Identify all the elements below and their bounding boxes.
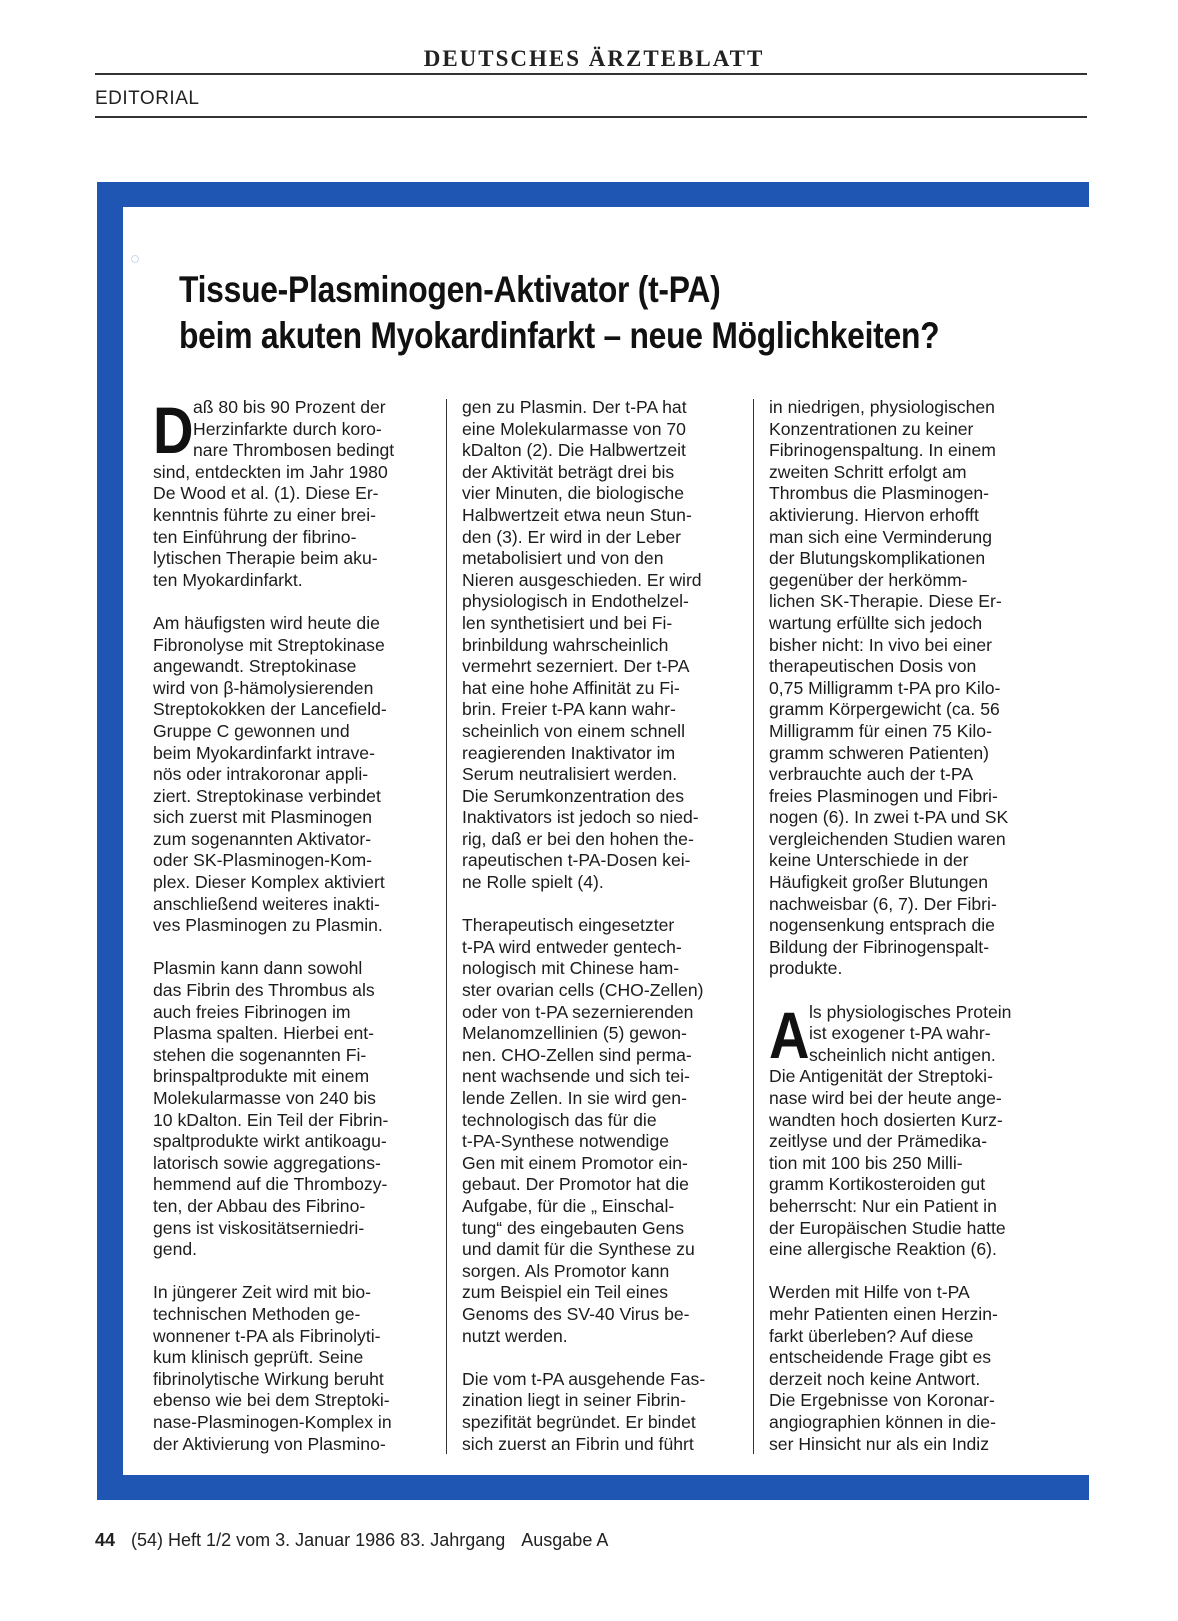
text-line: auch freies Fibrinogen im [153,1001,351,1022]
text-line: ziert. Streptokinase verbindet [153,785,381,806]
text-line: Plasma spalten. Hierbei ent- [153,1023,375,1044]
drop-cap: A [769,997,810,1072]
text-line: produkte. [769,958,843,979]
text-line: Serum neutralisiert werden. [462,764,678,785]
text-line: Inaktivators ist jedoch so nied- [462,807,699,828]
text-line: aktivierung. Hiervon erhofft [769,504,979,525]
text-line: nase wird bei der heute ange- [769,1088,1002,1108]
text-line: angiographien können in die- [769,1411,996,1432]
text-line: nachweisbar (6, 7). Der Fibri- [769,893,997,914]
text-line: Am häufigsten wird heute die [153,612,380,633]
text-line: Genoms des SV-40 Virus be- [462,1303,690,1324]
text-line: den (3). Er wird in der Leber [462,526,682,547]
text-line: therapeutischen Dosis von [769,656,977,677]
text-line: Fibrinogenspaltung. In einem [769,440,996,461]
text-line: vergleichenden Studien waren [769,828,1006,849]
text-line: wird von β-hämolysierenden [153,677,374,698]
text-line: plex. Dieser Komplex aktiviert [153,872,385,893]
text-line: Plasmin kann dann sowohl [153,958,363,979]
edition-label: Ausgabe A [521,1530,609,1550]
text-line: der Blutungskomplikationen [769,548,986,569]
text-line: Melanomzellinien (5) gewon- [462,1023,687,1044]
text-line: ser Hinsicht nur als ein Indiz [769,1433,990,1454]
text-line: Fibronolyse mit Streptokinase [153,634,385,655]
text-line: gramm Kortikosteroiden gut [769,1174,986,1195]
column-divider-1 [446,399,447,1454]
masthead-title: DEUTSCHES ÄRZTEBLATT [423,46,765,71]
text-line: lende Zellen. In sie wird gen- [462,1088,687,1108]
masthead [0,46,1178,72]
text-line: beherrscht: Nur ein Patient in [769,1195,997,1216]
text-line: kenntnis führte zu einer brei- [153,504,376,525]
text-line: De Wood et al. (1). Diese Er- [153,483,379,504]
page-number: 44 [95,1530,116,1550]
text-line: spaltprodukte wirkt antikoagu- [153,1131,387,1152]
text-line: zination liegt in seiner Fibrin- [462,1390,686,1411]
paragraph [153,613,431,937]
text-line: nös oder intrakoronar appli- [153,764,369,785]
punch-mark-icon [131,255,139,263]
text-line: Nieren ausgeschieden. Er wird [462,569,702,590]
text-line: Werden mit Hilfe von t-PA [769,1282,970,1303]
paragraph [462,397,740,894]
text-line: derzeit noch keine Antwort. [769,1368,981,1389]
text-line: gebaut. Der Promotor hat die [462,1174,689,1195]
headline-line-1: Tissue-Plasminogen-Aktivator (t-PA) [179,269,721,310]
text-line: ten Einführung der fibrino- [153,526,357,547]
text-line: Therapeutisch eingesetzter [462,915,675,936]
text-line: verbrauchte auch der t-PA [769,764,974,785]
text-line: zweiten Schritt erfolgt am [769,461,967,482]
text-line: Konzentrationen zu keiner [769,418,974,439]
text-line: len synthetisiert und bei Fi- [462,612,673,633]
text-line: scheinlich von einem schnell [462,720,685,741]
text-line: sich zuerst mit Plasminogen [153,807,373,828]
text-line: und damit für die Synthese zu [462,1239,695,1260]
text-line: t-PA-Synthese notwendige [462,1131,670,1152]
text-line: ist exogener t-PA wahr- [809,1023,991,1044]
text-line: tung“ des eingebauten Gens [462,1217,685,1238]
text-line: farkt überleben? Auf diese [769,1325,974,1346]
paragraph [769,397,1047,980]
headline [179,267,953,359]
text-line: gramm schweren Patienten) [769,742,990,763]
text-line: anschließend weiteres inakti- [153,893,380,914]
text-line: Die Antigenität der Streptoki- [769,1066,993,1087]
text-line: Die vom t-PA ausgehende Fas- [462,1368,706,1389]
text-line: 0,75 Milligramm t-PA pro Kilo- [769,677,1001,698]
text-line: kDalton (2). Die Halbwertzeit [462,440,686,461]
text-line: brinspaltprodukte mit einem [153,1066,370,1087]
section-rule [95,116,1087,118]
text-line: oder von t-PA sezernierenden [462,1001,694,1022]
masthead-rule [95,73,1087,75]
text-line: gramm Körpergewicht (ca. 56 [769,699,1000,720]
text-line: wonnener t-PA als Fibrinolyti- [153,1325,381,1346]
text-line: ten, der Abbau des Fibrino- [153,1195,366,1216]
text-line: stehen die sogenannten Fi- [153,1044,367,1065]
text-line: entscheidende Frage gibt es [769,1347,992,1368]
text-line: der Europäischen Studie hatte [769,1217,1006,1238]
text-line: rig, daß er bei den hohen the- [462,828,694,849]
text-line: gegenüber der herkömm- [769,569,968,590]
text-line: mehr Patienten einen Herzin- [769,1303,998,1324]
text-line: nutzt werden. [462,1325,568,1346]
text-line: 10 kDalton. Ein Teil der Fibrin- [153,1109,389,1130]
text-line: Aufgabe, für die „ Einschal- [462,1195,675,1216]
text-line: der Aktivierung von Plasmino- [153,1433,386,1454]
text-line: zum sogenannten Aktivator- [153,828,372,849]
text-line: gen zu Plasmin. Der t-PA hat [462,397,687,417]
text-line: In jüngerer Zeit wird mit bio- [153,1282,372,1303]
text-line: aß 80 bis 90 Prozent der [193,397,386,417]
text-line: sich zuerst an Fibrin und führt [462,1433,694,1454]
text-line: brin. Freier t-PA kann wahr- [462,699,676,720]
text-line: gend. [153,1239,198,1260]
text-line: freies Plasminogen und Fibri- [769,785,998,806]
text-line: sorgen. Als Promotor kann [462,1260,670,1281]
text-line: nent wachsende und sich tei- [462,1066,690,1087]
text-line: sind, entdeckten im Jahr 1980 [153,461,388,482]
text-line: keine Unterschiede in der [769,850,969,871]
text-line: ster ovarian cells (CHO-Zellen) [462,980,704,1001]
paragraph [769,1282,1047,1455]
text-line: lichen SK-Therapie. Diese Er- [769,591,1002,612]
text-line: Herzinfarkte durch koro- [193,418,382,439]
text-line: zeitlyse und der Prämedika- [769,1131,988,1152]
text-line: lytischen Therapie beim aku- [153,548,378,569]
text-line: nogen (6). In zwei t-PA und SK [769,807,1009,828]
article-frame [97,182,1089,1500]
text-line: Häufigkeit großer Blutungen [769,872,989,893]
column-1 [153,393,431,1477]
text-line: angewandt. Streptokinase [153,656,357,677]
text-line: nogensenkung entsprach die [769,915,995,936]
text-line: brinbildung wahrscheinlich [462,634,669,655]
text-line: wartung erfüllte sich jedoch [769,612,983,633]
text-line: technologisch das für die [462,1109,657,1130]
article-body [123,207,1089,1475]
text-line: eine allergische Reaktion (6). [769,1239,997,1260]
text-line: beim Myokardinfarkt intrave- [153,742,375,763]
text-line: hemmend auf die Thrombozy- [153,1174,388,1195]
text-line: Milligramm für einen 75 Kilo- [769,720,992,741]
text-line: tion mit 100 bis 250 Milli- [769,1152,963,1173]
page-footer [95,1530,608,1551]
drop-cap: D [153,393,194,467]
text-line: Thrombus die Plasminogen- [769,483,990,504]
text-line: Halbwertzeit etwa neun Stun- [462,504,692,525]
text-line: das Fibrin des Thrombus als [153,980,375,1001]
text-line: Molekularmasse von 240 bis [153,1088,376,1108]
text-line: ten Myokardinfarkt. [153,569,303,590]
text-line: zum Beispiel ein Teil eines [462,1282,669,1303]
text-line: Die Ergebnisse von Koronar- [769,1390,995,1411]
text-line: eine Molekularmasse von 70 [462,418,686,439]
text-line: reagierenden Inaktivator im [462,742,676,763]
text-line: ne Rolle spielt (4). [462,872,604,893]
text-line: nologisch mit Chinese ham- [462,958,680,979]
column-divider-2 [753,399,754,1454]
text-line: physiologisch in Endothelzel- [462,591,689,612]
issue-info: (54) Heft 1/2 vom 3. Januar 1986 83. Jahrgang [131,1530,506,1550]
text-line: metabolisiert und von den [462,548,664,569]
text-line: ls physiologisches Protein [809,1001,1012,1022]
paragraph [462,1369,740,1455]
text-line: Die Serumkonzentration des [462,785,684,806]
column-2 [462,397,740,1477]
headline-line-2: beim akuten Myokardinfarkt – neue Möglichkeiten? [179,315,940,356]
text-line: spezifität begründet. Er bindet [462,1411,696,1432]
text-line: kum klinisch geprüft. Seine [153,1347,364,1368]
paragraph [462,915,740,1347]
text-line: vier Minuten, die biologische [462,483,685,504]
text-line: rapeutischen t-PA-Dosen kei- [462,850,691,871]
text-line: ves Plasminogen zu Plasmin. [153,915,383,936]
text-line: Streptokokken der Lancefield- [153,699,387,720]
text-line: in niedrigen, physiologischen [769,397,995,417]
paragraph [769,997,1047,1261]
text-line: ebenso wie bei dem Streptoki- [153,1390,390,1411]
paragraph [153,393,431,591]
column-3 [769,397,1047,1477]
text-line: Bildung der Fibrinogenspalt- [769,936,990,957]
text-line: wandten hoch dosierten Kurz- [769,1109,1003,1130]
text-line: fibrinolytische Wirkung beruht [153,1368,384,1389]
paragraph [153,958,431,1260]
text-line: hat eine hohe Affinität zu Fi- [462,677,680,698]
text-line: man sich eine Verminderung [769,526,992,547]
text-line: t-PA wird entweder gentech- [462,936,682,957]
text-line: latorisch sowie aggregations- [153,1152,381,1173]
text-line: oder SK-Plasminogen-Kom- [153,850,373,871]
text-line: nase-Plasminogen-Komplex in [153,1411,392,1432]
text-line: Gruppe C gewonnen und [153,720,350,741]
text-line: nare Thrombosen bedingt [193,440,395,461]
text-line: Gen mit einem Promotor ein- [462,1152,688,1173]
text-line: scheinlich nicht antigen. [809,1044,996,1065]
text-line: gens ist viskositätserniedri- [153,1217,365,1238]
text-line: bisher nicht: In vivo bei einer [769,634,992,655]
text-line: vermehrt sezerniert. Der t-PA [462,656,690,677]
paragraph [153,1282,431,1455]
text-line: der Aktivität beträgt drei bis [462,461,675,482]
text-line: technischen Methoden ge- [153,1303,361,1324]
section-label: EDITORIAL [95,88,200,109]
text-line: nen. CHO-Zellen sind perma- [462,1044,692,1065]
